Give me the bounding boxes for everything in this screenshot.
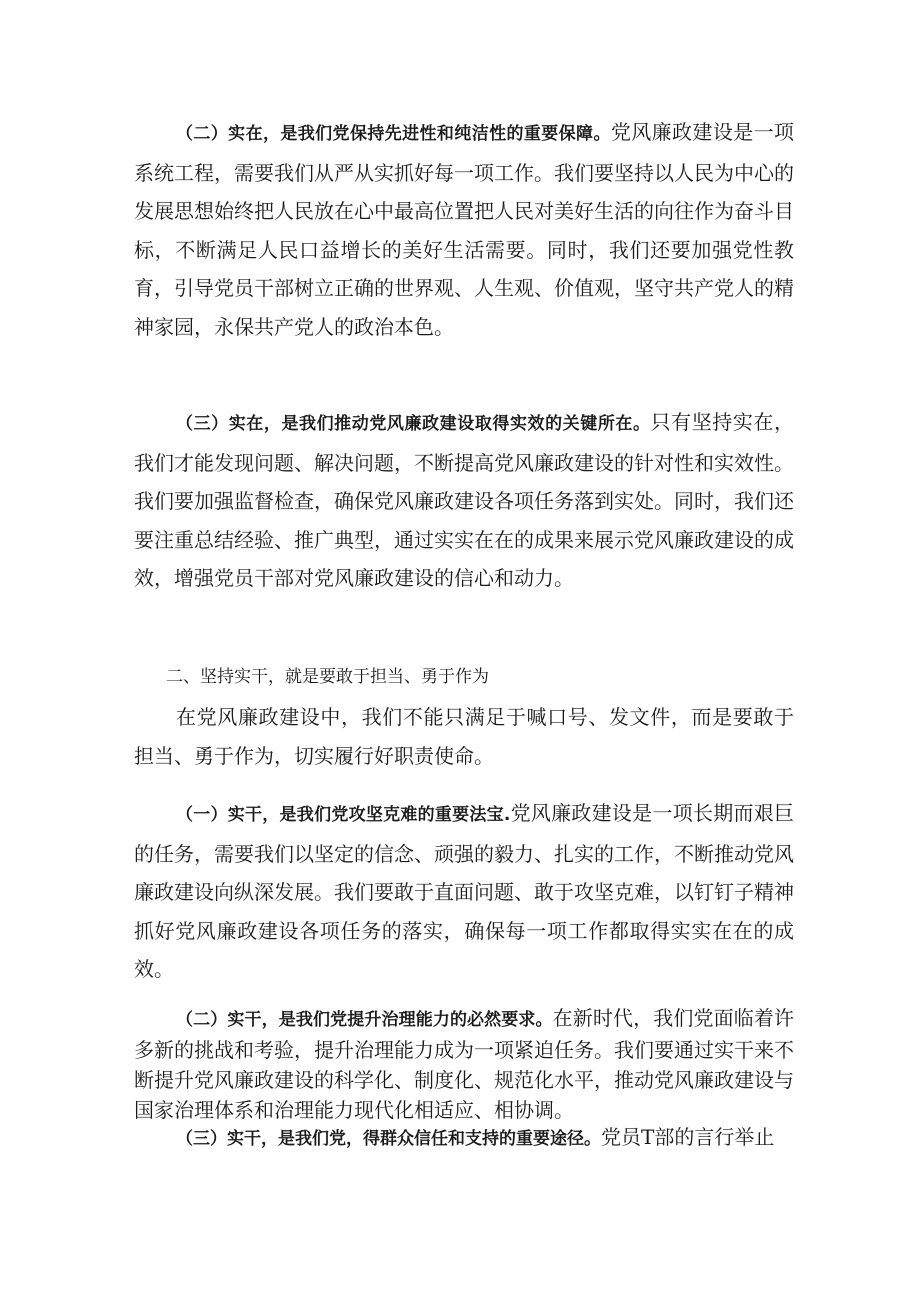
section-heading: 二、坚持实干，就是要敢于担当、勇于作为 [166, 667, 489, 687]
paragraph-indent [134, 1006, 176, 1030]
paragraph-lead: （二）实干，是我们党提升治理能力的必然要求。 [176, 1010, 553, 1030]
paragraph-indent [134, 120, 176, 144]
paragraph-body: 只有坚持实在，我们才能发现问题、解决问题，不断提高党风廉政建设的针对性和实效性。我们要加强监督检查，确保党风廉政建设各项任务落到实处。同时，我们还要注重总结经验、推广典型，通过实实在在的成果来展示党风廉政建设的成效，增强党员干部对党风廉政建设的信心和动力。 [134, 410, 795, 590]
paragraph-body: 在新时代，我们党面临着许多新的挑战和考验，提升治理能力成为一项紧迫任务。我们要通过实干来不断提升党风廉政建设的科学化、制度化、规范化水平，推动党风廉政建设与国家治理体系和治理能力现代化相适应、相协调。 [134, 1006, 795, 1122]
paragraph-3-1 [134, 794, 794, 989]
paragraph-indent [134, 1125, 176, 1149]
paragraph-lead: （三）实干，是我们党，得群众信任和支持的重要途径。 [176, 1129, 601, 1149]
paragraph-body: 党风廉政建设是一项系统工程，需要我们从严从实抓好每一项工作。我们要坚持以人民为中心的发展思想始终把人民放在心中最高位置把人民对美好生活的向往作为奋斗目标，不断满足人民口益增长的美好生活需要。同时，我们还要加强党性教育，引导党员干部树立正确的世界观、人生观、价值观，坚守共产党人的精神家园，永保共产党人的政治本色。 [134, 120, 795, 339]
paragraph-2-3 [134, 403, 794, 598]
paragraph-lead: （二）实在，是我们党保持先进性和纯洁性的重要保障。 [176, 124, 611, 144]
paragraph-intro [134, 698, 794, 775]
paragraph-lead: （一）实干，是我们党攻坚克难的重要法宝. [176, 805, 511, 825]
paragraph-indent [134, 705, 176, 729]
paragraph-2-2 [134, 113, 794, 346]
paragraph-3-2 [134, 1003, 794, 1125]
paragraph-lead: （三）实在，是我们推动党风廉政建设取得实效的关键所在。 [176, 414, 651, 434]
paragraph-body: 在党风廉政建设中，我们不能只满足于喊口号、发文件，而是要敢于担当、勇于作为，切实履行好职责使命。 [134, 705, 794, 768]
paragraph-3-3 [134, 1118, 794, 1159]
paragraph-indent [134, 801, 176, 825]
paragraph-indent [134, 410, 176, 434]
paragraph-body: 党员T部的言行举止 [601, 1125, 775, 1149]
paragraph-body: 党风廉政建设是一项长期而艰巨的任务，需要我们以坚定的信念、顽强的毅力、扎实的工作，不断推动党风廉政建设向纵深发展。我们要敢于直面问题、敢于攻坚克难，以钉钉子精神抓好党风廉政建设各项任务的落实，确保每一项工作都取得实实在在的成效。 [134, 801, 794, 981]
